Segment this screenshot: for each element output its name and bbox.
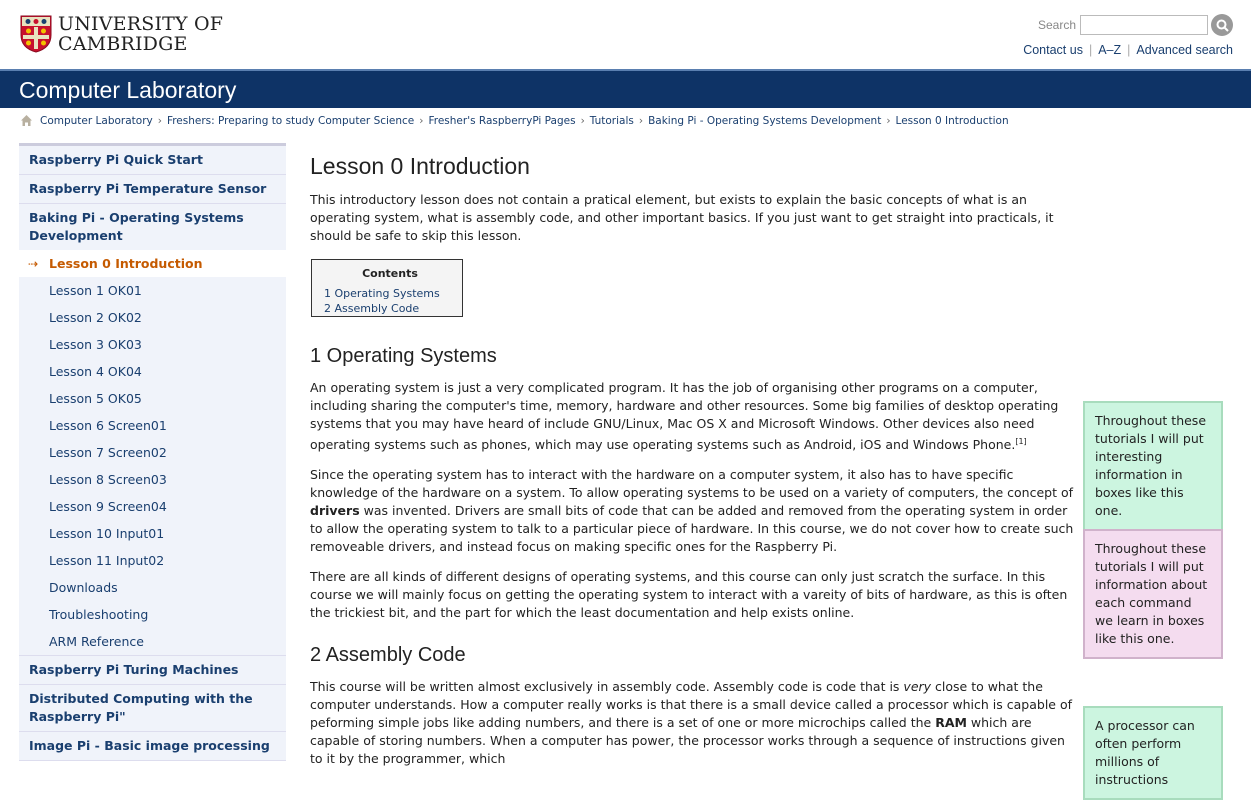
separator: | <box>1088 43 1093 57</box>
reference-link[interactable]: [1] <box>1015 437 1027 446</box>
sidebar-subitem[interactable]: Lesson 7 Screen02 <box>19 439 286 466</box>
department-banner <box>0 69 1251 108</box>
sidebar-subitem[interactable]: Lesson 5 OK05 <box>19 385 286 412</box>
search-area <box>1038 14 1233 36</box>
toc-link[interactable]: 2 Assembly Code <box>324 302 420 315</box>
top-links <box>1023 43 1233 57</box>
toc-link[interactable]: 1 Operating Systems <box>324 287 440 300</box>
logo-line2: CAMBRIDGE <box>58 33 188 55</box>
arrow-icon: ⇢ <box>28 256 39 271</box>
paragraph: An operating system is just a very complicated program. It has the job of organising other programs on a computer, including sharing the computer's time, memory, hardware and other resources. Some big families of desktop operating systems that you may have heard of include GNU/Linux, Mac OS X and Microsoft Windows. Other devices also need operating systems such as phones, which may use operating systems such as Android, iOS and Windows Phone.[1] <box>310 380 1059 453</box>
sidebar-subitem[interactable]: Lesson 3 OK03 <box>19 331 286 358</box>
sidebar-item[interactable]: Raspberry Pi Temperature Sensor <box>19 175 286 204</box>
breadcrumb-link[interactable]: Computer Laboratory <box>40 114 153 127</box>
search-label: Search <box>1037 18 1076 32</box>
paragraph: Since the operating system has to interact with the hardware on a computer system, it also has to have specific knowledge of the hardware on a system. To allow operating systems to be used on a variety of computers, the concept of drivers was invented. Drivers are small bits of code that can be added and removed from the operating system in order to allow the operating system to talk to a particular piece of hardware. In this course, we do not cover how to create such removeable drivers, and instead focus on making specific ones for the Raspberry Pi. <box>310 467 1074 555</box>
advanced-search-link[interactable]: Advanced search <box>1136 43 1233 57</box>
sidebar-subitem[interactable]: Lesson 11 Input02 <box>19 547 286 574</box>
sidebar-subitem[interactable]: Downloads <box>19 574 286 601</box>
sidebar-item[interactable]: Image Pi - Basic image processing <box>19 732 286 761</box>
crest-icon <box>20 15 52 53</box>
sidebar-item[interactable]: Baking Pi - Operating Systems Development <box>19 204 286 250</box>
page-title: Lesson 0 Introduction <box>310 153 530 179</box>
sidebar-nav <box>19 143 286 761</box>
info-note-green: Throughout these tutorials I will put interesting information in boxes like this one. <box>1083 401 1223 531</box>
sidebar-subitem[interactable]: Lesson 8 Screen03 <box>19 466 286 493</box>
a-z-link[interactable]: A–Z <box>1098 43 1122 57</box>
toc-title: Contents <box>362 267 418 280</box>
section-heading: 1 Operating Systems <box>310 345 497 367</box>
paragraph: There are all kinds of different designs of operating systems, and this course can only just scratch the surface. In this course we will mainly focus on getting the operating system to interact with a vareity of bits of hardware, as this is often the trickiest bit, and the part for which the least documentation and help exists online. <box>310 569 1068 621</box>
sidebar-item-label: Lesson 0 Introduction <box>49 256 203 271</box>
contact-us-link[interactable]: Contact us <box>1023 43 1083 57</box>
breadcrumb-link[interactable]: Baking Pi - Operating Systems Development <box>648 114 882 127</box>
sidebar-subitem[interactable]: Lesson 1 OK01 <box>19 277 286 304</box>
sidebar-item-current[interactable] <box>19 250 286 277</box>
breadcrumb-link[interactable]: Freshers: Preparing to study Computer Science <box>166 114 415 127</box>
sidebar-subitem[interactable]: ARM Reference <box>19 628 286 656</box>
table-of-contents <box>311 259 463 317</box>
search-input[interactable] <box>1080 15 1208 35</box>
paragraph: This course will be written almost exclusively in assembly code. Assembly code is code that is very close to what the computer understands. How a computer really works is that there is a small device called a processor which is capable of peforming simple jobs like adding numbers, and there is a set of one or more microchips called the RAM which are capable of storing numbers. When a computer has power, the processor works through a sequence of instructions given to it by the programmer, which <box>310 679 1073 767</box>
sidebar-item[interactable]: Raspberry Pi Quick Start <box>19 146 286 175</box>
banner-title[interactable]: Computer Laboratory <box>19 77 237 103</box>
search-icon <box>1216 19 1229 32</box>
info-note-green: A processor can often perform millions of instructions <box>1083 706 1223 800</box>
main-content <box>310 155 1075 780</box>
logo-line1: UNIVERSITY OF <box>58 13 224 35</box>
intro-paragraph: This introductory lesson does not contain a pratical element, but exists to explain the basic concepts of what is an operating system, what is assembly code, and other important basics. If you just want to get straight into practicals, it should be safe to skip this lesson. <box>310 192 1054 243</box>
breadcrumb: Computer Laboratory › Freshers: Preparing to study Computer Science › Fresher's RaspberryPi Pages › Tutorials › Baking Pi - Operating Systems Development › Lesson 0 Introduction <box>20 114 1009 127</box>
breadcrumb-link[interactable]: Lesson 0 Introduction <box>895 114 1009 127</box>
home-icon[interactable] <box>20 114 33 127</box>
logo-text <box>58 14 223 54</box>
sidebar-subitem[interactable]: Lesson 2 OK02 <box>19 304 286 331</box>
section-heading: 2 Assembly Code <box>310 644 466 667</box>
sidebar-subitem[interactable]: Lesson 10 Input01 <box>19 520 286 547</box>
separator: | <box>1127 43 1131 57</box>
sidebar-item[interactable]: Raspberry Pi Turing Machines <box>19 656 286 685</box>
sidebar-subitem[interactable]: Lesson 6 Screen01 <box>19 412 286 439</box>
sidebar-subitem[interactable]: Lesson 9 Screen04 <box>19 493 286 520</box>
cambridge-logo[interactable] <box>20 14 223 54</box>
sidebar-item[interactable]: Distributed Computing with the Raspberry Pi" <box>19 685 286 732</box>
breadcrumb-link[interactable]: Fresher's RaspberryPi Pages <box>428 114 576 127</box>
sidebar-subitem[interactable]: Lesson 4 OK04 <box>19 358 286 385</box>
info-note-purple: Throughout these tutorials I will put information about each command we learn in boxes like this one. <box>1083 529 1223 659</box>
sidebar-subitem[interactable]: Troubleshooting <box>19 601 286 628</box>
breadcrumb-link[interactable]: Tutorials <box>589 114 634 127</box>
search-button[interactable] <box>1211 14 1233 36</box>
